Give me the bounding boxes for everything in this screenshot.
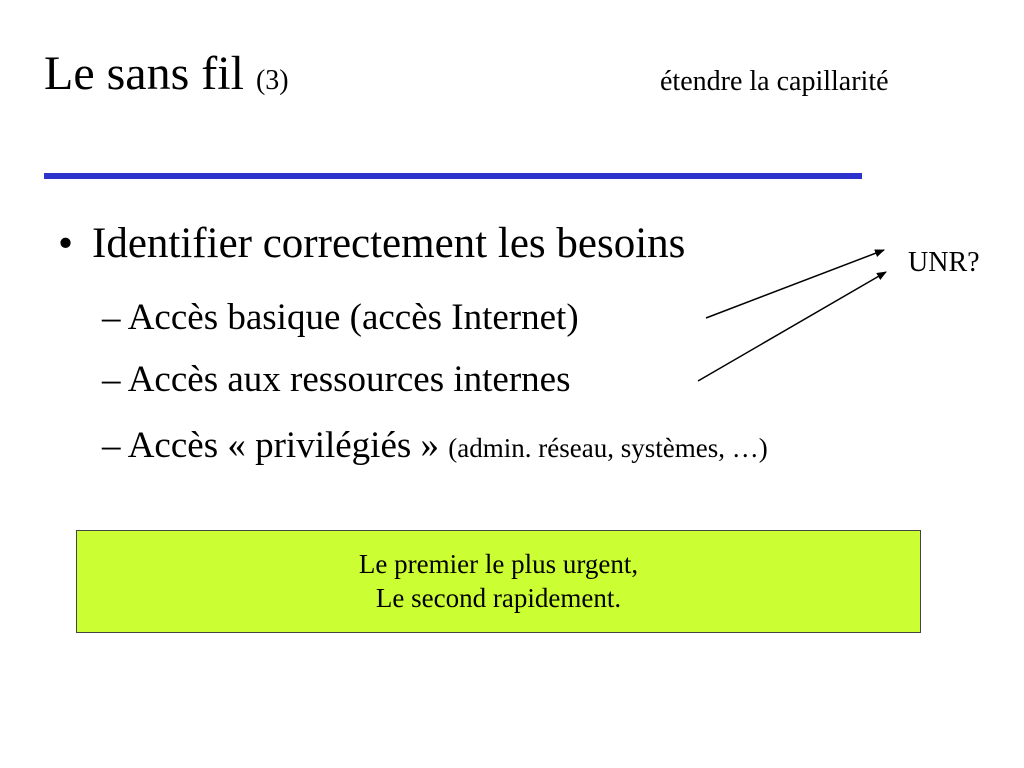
sub-item-internal-resources <box>102 356 571 404</box>
title-row <box>44 42 1004 112</box>
sub-item-text: – Accès aux ressources internes <box>102 359 571 400</box>
arrow-internal-to-unr <box>698 272 886 381</box>
sub-item-basic-access <box>102 294 579 342</box>
sub-item-text: – Accès « privilégiés » <box>102 425 449 466</box>
sub-item-text: – Accès basique (accès Internet) <box>102 297 579 338</box>
title-text: Le sans fil <box>44 47 244 100</box>
bullet-main-text: Identifier correctement les besoins <box>92 220 686 267</box>
sub-item-privileged-access <box>102 422 768 472</box>
slide-title <box>44 42 289 113</box>
title-subtitle: étendre la capillarité <box>660 66 889 97</box>
callout-line-2: Le second rapidement. <box>375 583 622 613</box>
bullet-icon: • <box>58 220 74 267</box>
sub-item-note: (admin. réseau, systèmes, …) <box>448 433 768 463</box>
callout-line-1: Le premier le plus urgent, <box>358 549 639 579</box>
bullet-main <box>58 216 685 272</box>
callout-box <box>76 530 921 633</box>
title-divider <box>44 173 862 179</box>
unr-label: UNR? <box>908 247 980 278</box>
arrow-basic-to-unr <box>706 250 884 318</box>
title-number: (3) <box>255 65 289 96</box>
